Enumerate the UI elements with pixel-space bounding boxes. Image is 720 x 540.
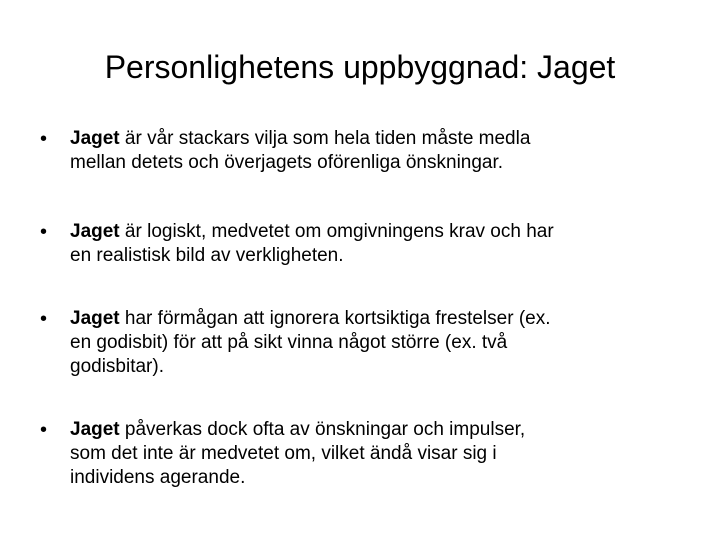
- bullet-text-2: [70, 220, 688, 268]
- bullet-line: har förmågan att ignorera kortsiktiga frestelser (ex.: [119, 308, 551, 329]
- slide-title: Personlighetens uppbyggnad: Jaget: [104, 49, 616, 85]
- bullet-lead: Jaget: [70, 308, 120, 329]
- bullet-text-3: [70, 307, 688, 379]
- bullet-line: en realistisk bild av verkligheten.: [70, 245, 344, 266]
- bullet-lead: Jaget: [70, 419, 120, 440]
- bullet-line: som det inte är medvetet om, vilket ändå visar sig i: [70, 443, 497, 464]
- bullet-marker: •: [40, 221, 48, 243]
- bullet-marker: •: [40, 419, 48, 441]
- bullet-line: en godisbit) för att på sikt vinna något större (ex. två: [70, 332, 508, 353]
- bullet-marker: •: [40, 308, 48, 330]
- bullet-text-1: [70, 127, 688, 175]
- bullet-line: mellan detets och överjagets oförenliga önskningar.: [70, 152, 504, 173]
- bullet-line: individens agerande.: [70, 467, 246, 488]
- bullet-marker: •: [40, 128, 48, 150]
- bullet-line: är vår stackars vilja som hela tiden måste medla: [119, 128, 531, 149]
- bullet-line: påverkas dock ofta av önskningar och impulser,: [119, 419, 526, 440]
- bullet-line: är logiskt, medvetet om omgivningens krav och har: [119, 221, 554, 242]
- bullet-lead: Jaget: [70, 221, 120, 242]
- bullet-text-4: [70, 418, 688, 490]
- bullet-line: godisbitar).: [70, 356, 164, 377]
- bullet-lead: Jaget: [70, 128, 120, 149]
